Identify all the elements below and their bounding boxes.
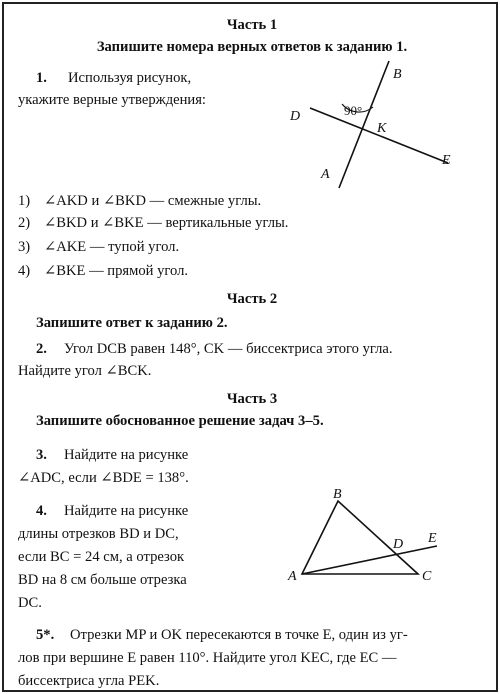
fig2-label-C: C (422, 569, 432, 584)
option-4-number: 4) (18, 263, 31, 279)
task3-line1: Найдите на рисунке (64, 447, 189, 463)
task4-line3: если BC = 24 см, а отрезок (18, 549, 185, 565)
fig1-angle-label: 90° (344, 103, 363, 118)
part3-instruction: Запишите обоснованное решение задач 3–5. (36, 413, 324, 429)
option-3-number: 3) (18, 239, 31, 255)
worksheet-page (2, 2, 498, 692)
fig1-label-E: E (442, 153, 451, 168)
option-4-text: ∠BKE — прямой угол. (44, 263, 189, 279)
task1-line2: укажите верные утверждения: (18, 92, 206, 108)
option-2-number: 2) (18, 215, 31, 231)
part2-instruction: Запишите ответ к заданию 2. (36, 315, 228, 331)
option-3-text: ∠AKE — тупой угол. (44, 239, 180, 255)
part1-heading: Часть 1 (226, 17, 278, 33)
task4-line2: длины отрезков BD и DC, (18, 526, 179, 542)
task2-line2: Найдите угол ∠BCK. (18, 363, 152, 379)
option-1-text: ∠AKD и ∠BKD — смежные углы. (44, 193, 262, 209)
task4-line4: BD на 8 см больше отрезка (18, 572, 187, 588)
task3-number: 3. (36, 447, 47, 463)
option-1-number: 1) (18, 193, 31, 209)
task4-line5: DC. (18, 595, 42, 611)
fig1-label-K: K (377, 121, 387, 136)
task5-number: 5*. (36, 627, 55, 643)
part1-instruction: Запишите номера верных ответов к заданию 1. (96, 39, 408, 55)
fig2-label-B: B (333, 487, 342, 502)
task1-number: 1. (36, 70, 47, 86)
fig1-label-B: B (393, 67, 402, 82)
task5-line3: биссектриса угла PEK. (18, 673, 160, 689)
segment-AE (302, 546, 437, 574)
fig2-label-D: D (393, 537, 404, 552)
fig1-label-A: A (321, 167, 330, 182)
fig1-label-D: D (290, 109, 301, 124)
figure-triangle (4, 4, 500, 694)
task4-number: 4. (36, 503, 47, 519)
task4-line1: Найдите на рисунке (64, 503, 189, 519)
task3-line2: ∠ADC, если ∠BDE = 138°. (18, 470, 189, 486)
fig2-label-E: E (428, 531, 437, 546)
task5-line2: лов при вершине E равен 110°. Найдите угол KEC, где EC — (18, 650, 397, 666)
task2-number: 2. (36, 341, 47, 357)
option-2-text: ∠BKD и ∠BKE — вертикальные углы. (44, 215, 289, 231)
task5-line1: Отрезки MP и OK пересекаются в точке E, один из уг- (70, 627, 408, 643)
part3-heading: Часть 3 (226, 391, 278, 407)
task1-line1: Используя рисунок, (68, 70, 192, 86)
part2-heading: Часть 2 (226, 291, 278, 307)
fig2-label-A: A (288, 569, 297, 584)
task2-line1: Угол DCB равен 148°, CK — биссектриса этого угла. (64, 341, 393, 357)
